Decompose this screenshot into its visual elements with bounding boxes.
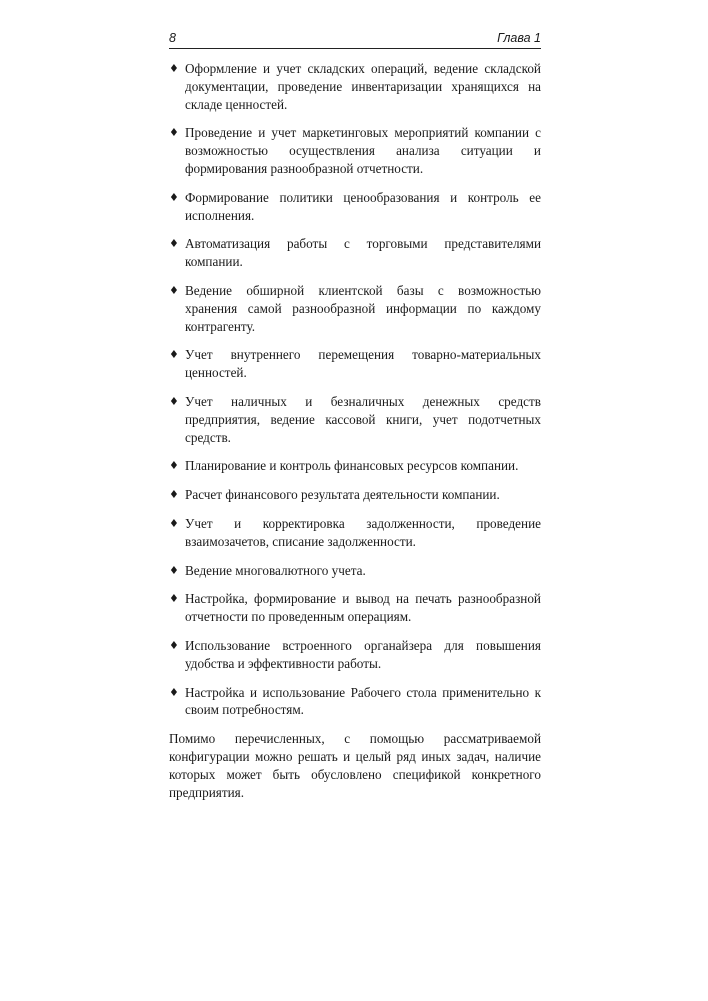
list-item-text: Настройка, формирование и вывод на печать разнообразной отчетности по проведенным операциям. [185,591,541,625]
running-head [169,30,541,46]
feature-list [169,60,541,719]
closing-paragraph: Помимо перечисленных, с помощью рассматриваемой конфигурации можно решать и целый ряд иных задач, наличие которых может быть обусловлено спецификой конкретного предприятия. [169,731,541,800]
list-item [169,60,541,113]
chapter-title: Глава 1 [497,31,541,45]
page-number: 8 [169,31,176,45]
list-item-text: Планирование и контроль финансовых ресурсов компании. [185,458,519,474]
list-item [169,457,541,475]
diamond-bullet-icon: ♦ [169,563,179,577]
list-item [169,235,541,271]
list-item [169,282,541,335]
list-item [169,590,541,626]
diamond-bullet-icon: ♦ [169,126,179,140]
diamond-bullet-icon: ♦ [169,62,179,75]
list-item-text: Настройка и использование Рабочего стола применительно к своим потребностям. [185,684,541,718]
diamond-bullet-icon: ♦ [169,685,179,699]
diamond-bullet-icon: ♦ [169,237,179,251]
list-item [169,393,541,446]
list-item-text: Использование встроенного органайзера для повышения удобства и эффективности работы. [185,637,541,671]
list-item-text: Проведение и учет маркетинговых мероприятий компании с возможностью осуществления анализа ситуации и формирования разнообразной отчетности. [185,125,541,176]
list-item-text: Оформление и учет складских операций, ведение складской документации, проведение инвентаризации хранящихся на складе ценностей. [185,61,541,112]
diamond-bullet-icon: ♦ [169,190,179,204]
diamond-bullet-icon: ♦ [169,592,179,606]
diamond-bullet-icon: ♦ [169,516,179,530]
list-item-text: Ведение обширной клиентской базы с возможностью хранения самой разнообразной информации по каждому контрагенту. [185,282,541,334]
list-item [169,346,541,382]
list-item [169,515,541,551]
list-item-text: Расчет финансового результата деятельности компании. [185,487,500,503]
list-item [169,124,541,177]
diamond-bullet-icon: ♦ [169,348,179,362]
list-item-text: Ведение многовалютного учета. [185,562,366,578]
diamond-bullet-icon: ♦ [169,488,179,502]
list-item [169,486,541,504]
list-item-text: Автоматизация работы с торговыми представителями компании. [185,236,541,270]
diamond-bullet-icon: ♦ [169,394,179,408]
list-item [169,562,541,580]
list-item [169,637,541,673]
header-divider [169,48,541,49]
list-item [169,684,541,720]
page-body [169,60,541,801]
diamond-bullet-icon: ♦ [169,638,179,652]
diamond-bullet-icon: ♦ [169,283,179,297]
list-item-text: Учет внутреннего перемещения товарно-материальных ценностей. [185,347,541,381]
list-item-text: Учет наличных и безналичных денежных средств предприятия, ведение кассовой книги, учет подотчетных средств. [185,393,541,445]
list-item [169,189,541,225]
list-item-text: Формирование политики ценообразования и контроль ее исполнения. [185,189,541,223]
list-item-text: Учет и корректировка задолженности, проведение взаимозачетов, списание задолженности. [185,515,541,549]
diamond-bullet-icon: ♦ [169,459,179,473]
